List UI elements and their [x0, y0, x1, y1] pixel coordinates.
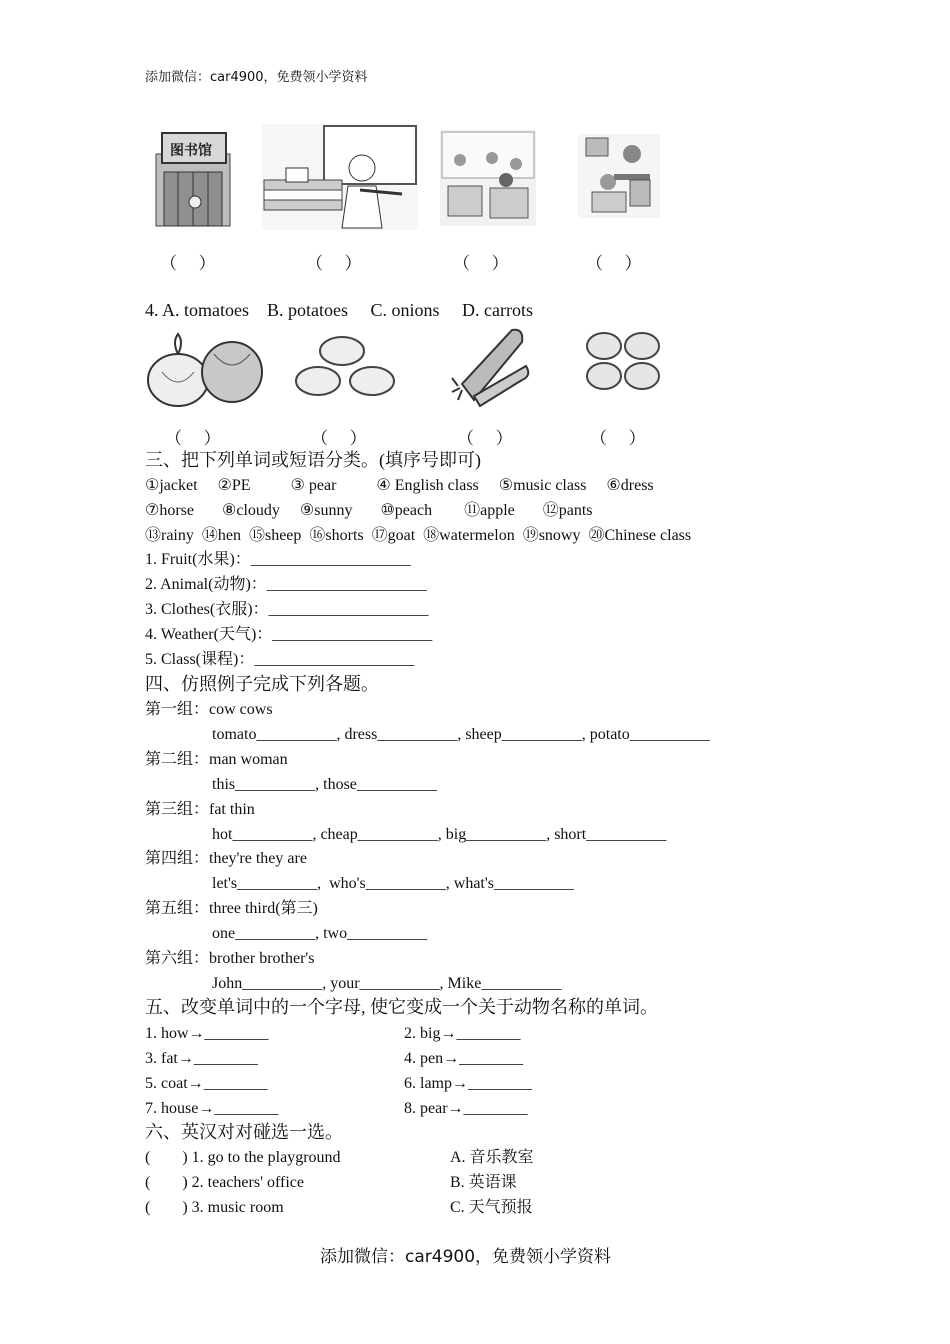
match-option-b: B. 英语课 — [450, 1174, 517, 1191]
match-option-a: A. 音乐教室 — [450, 1149, 534, 1166]
library-sign-text: 图书馆 — [170, 143, 212, 159]
reading-room-picture — [578, 134, 660, 218]
category-fruit[interactable]: 1. Fruit(水果)：____________________ — [145, 551, 411, 568]
section-3-title: 三、把下列单词或短语分类。(填序号即可) — [145, 450, 481, 470]
library-picture — [150, 128, 236, 228]
word-list-row-3: ⑬rainy ⑭hen ⑮sheep ⑯shorts ⑰goat ⑱watermelon ⑲snowy ⑳Chinese class — [145, 527, 692, 544]
carrots-picture — [450, 326, 532, 408]
classroom-picture — [440, 130, 536, 226]
answer-paren-3[interactable]: （ ） — [453, 254, 509, 274]
group-3-task[interactable]: hot__________, cheap__________, big__________, short__________ — [212, 826, 667, 843]
section-6-title: 六、英汉对对碰选一选。 — [145, 1122, 343, 1142]
tomatoes-picture — [584, 330, 664, 394]
change-letter-8[interactable]: 8. pear→________ — [404, 1100, 528, 1117]
group-2-task[interactable]: this__________, those__________ — [212, 776, 437, 793]
onions-picture — [142, 332, 264, 410]
answer-paren-6[interactable]: （ ） — [311, 429, 367, 449]
match-option-c: C. 天气预报 — [450, 1199, 533, 1216]
change-letter-4[interactable]: 4. pen→________ — [404, 1050, 524, 1067]
category-weather[interactable]: 4. Weather(天气)：____________________ — [145, 626, 433, 643]
answer-paren-7[interactable]: （ ） — [457, 429, 513, 449]
group-6-task[interactable]: John__________, your__________, Mike__________ — [212, 975, 562, 992]
group-1-example: 第一组：cow cows — [145, 701, 273, 718]
group-4-example: 第四组：they're they are — [145, 850, 307, 867]
match-item-3[interactable]: ( ) 3. music room — [145, 1199, 284, 1216]
section-5-title: 五、改变单词中的一个字母, 使它变成一个关于动物名称的单词。 — [145, 997, 658, 1017]
group-5-task[interactable]: one__________, two__________ — [212, 925, 428, 942]
change-letter-2[interactable]: 2. big→________ — [404, 1025, 521, 1042]
group-3-example: 第三组：fat thin — [145, 801, 255, 818]
change-letter-1[interactable]: 1. how→________ — [145, 1025, 269, 1042]
answer-paren-5[interactable]: （ ） — [165, 429, 221, 449]
group-4-task[interactable]: let's__________, who's__________, what's__________ — [212, 875, 574, 892]
header-watermark: 添加微信：car4900，免费领小学资料 — [145, 70, 368, 85]
match-item-2[interactable]: ( ) 2. teachers' office — [145, 1174, 304, 1191]
question-4: 4. A. tomatoes B. potatoes C. onions D. carrots — [145, 300, 533, 320]
category-animal[interactable]: 2. Animal(动物)：____________________ — [145, 576, 427, 593]
answer-paren-2[interactable]: （ ） — [306, 254, 362, 274]
change-letter-7[interactable]: 7. house→________ — [145, 1100, 279, 1117]
category-clothes[interactable]: 3. Clothes(衣服)：____________________ — [145, 601, 429, 618]
match-item-1[interactable]: ( ) 1. go to the playground — [145, 1149, 341, 1166]
word-list-row-1: ①jacket ②PE ③ pear ④ English class ⑤music class ⑥dress — [145, 477, 654, 494]
answer-paren-4[interactable]: （ ） — [586, 254, 642, 274]
change-letter-5[interactable]: 5. coat→________ — [145, 1075, 268, 1092]
group-6-example: 第六组：brother brother's — [145, 950, 315, 967]
word-list-row-2: ⑦horse ⑧cloudy ⑨sunny ⑩peach ⑪apple ⑫pants — [145, 502, 593, 519]
music-class-picture — [262, 124, 418, 230]
change-letter-6[interactable]: 6. lamp→________ — [404, 1075, 532, 1092]
potatoes-picture — [292, 333, 398, 403]
change-letter-3[interactable]: 3. fat→________ — [145, 1050, 258, 1067]
answer-paren-8[interactable]: （ ） — [590, 429, 646, 449]
group-5-example: 第五组：three third(第三) — [145, 900, 318, 917]
footer-watermark: 添加微信：car4900，免费领小学资料 — [320, 1247, 612, 1267]
section-4-title: 四、仿照例子完成下列各题。 — [145, 674, 379, 694]
group-2-example: 第二组：man woman — [145, 751, 288, 768]
group-1-task[interactable]: tomato__________, dress__________, sheep__________, potato__________ — [212, 726, 710, 743]
category-class[interactable]: 5. Class(课程)：____________________ — [145, 651, 415, 668]
answer-paren-1[interactable]: （ ） — [160, 254, 216, 274]
